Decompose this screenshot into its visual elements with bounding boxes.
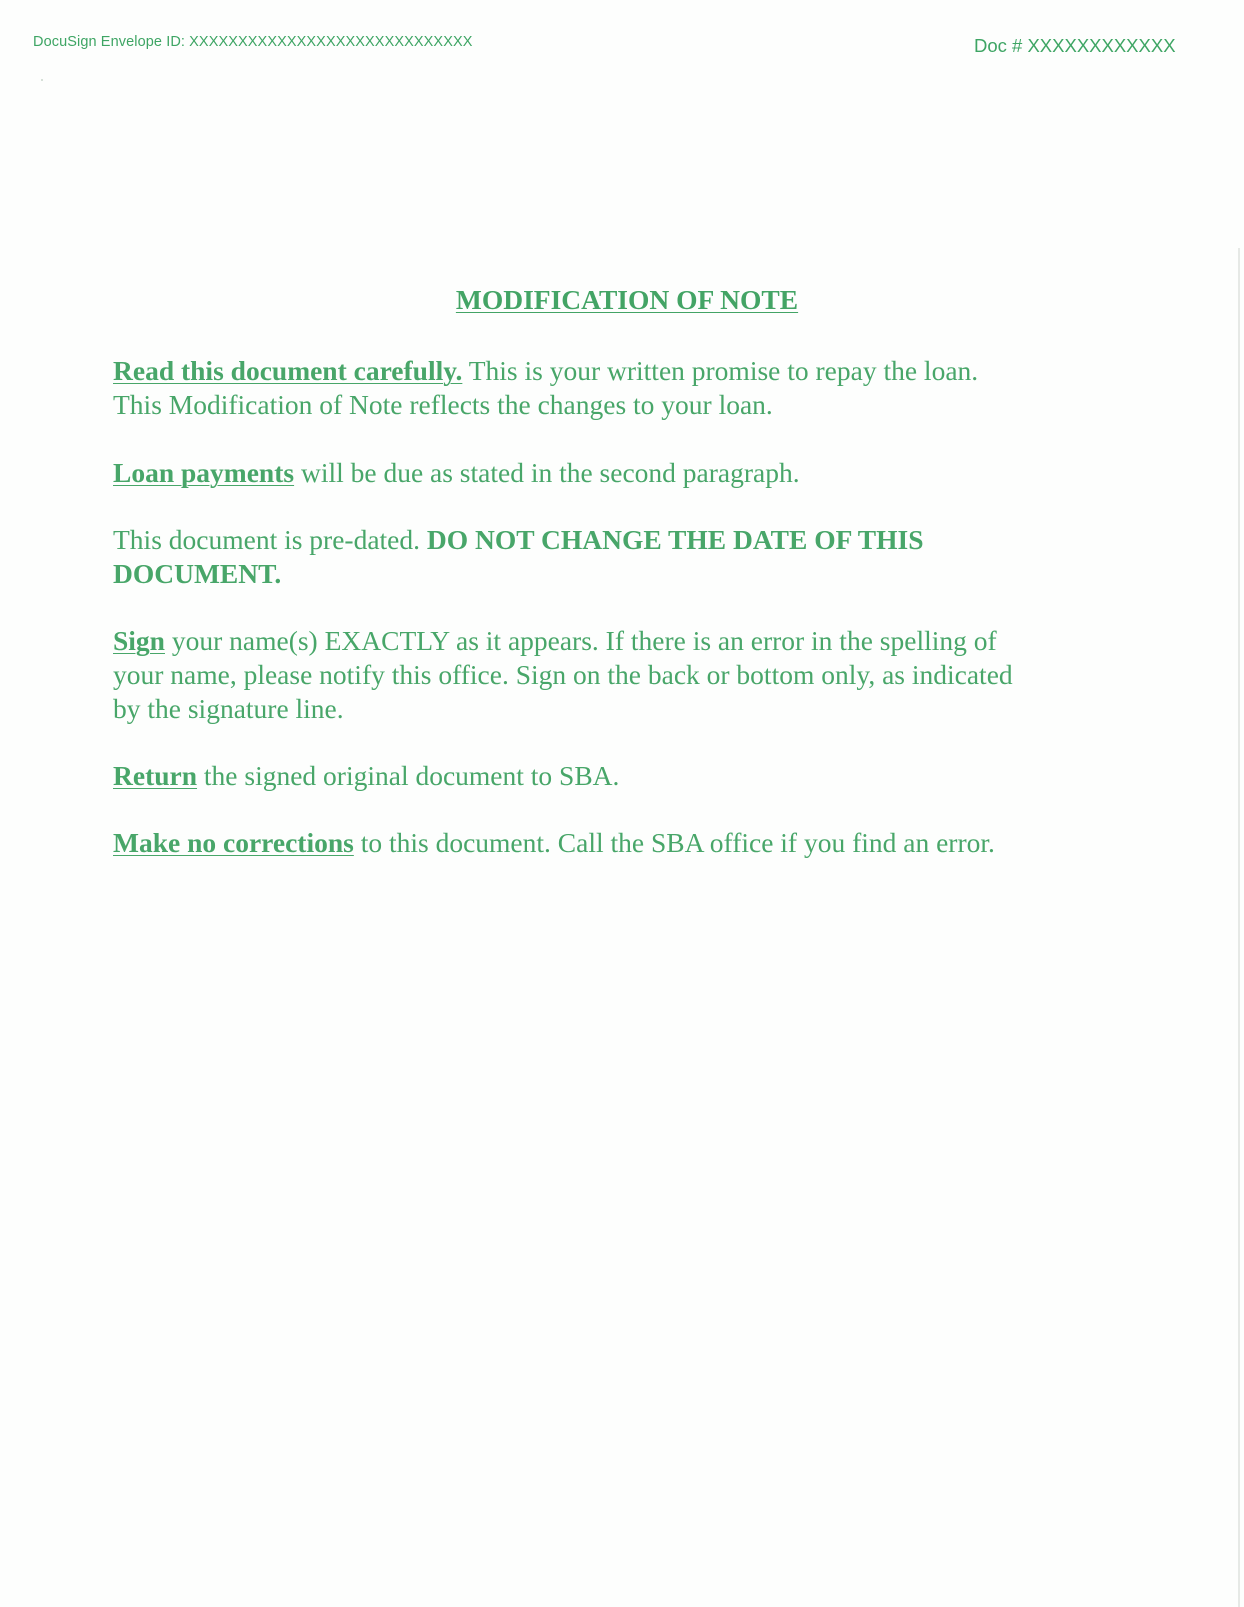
- scan-speck: [41, 79, 43, 81]
- paragraph-sign: [113, 624, 1143, 726]
- paragraph-text: This Modification of Note reflects the changes to your loan.: [113, 389, 773, 420]
- paragraph-text: the signed original document to SBA.: [197, 760, 620, 791]
- paragraph-lead: Return: [113, 760, 198, 791]
- paragraph-emphasis: DO NOT CHANGE THE DATE OF THIS: [426, 524, 924, 555]
- paragraph-text: to this document. Call the SBA office if you find an error.: [353, 827, 995, 858]
- paragraph-text: your name(s) EXACTLY as it appears. If there is an error in the spelling of: [164, 625, 997, 656]
- paragraph-loan-payments: [113, 456, 1143, 490]
- paragraph-lead: Loan payments: [113, 457, 295, 488]
- paragraph-make-no-corrections: [113, 826, 1143, 860]
- envelope-id-header: DocuSign Envelope ID: XXXXXXXXXXXXXXXXXXXXXXXXXXXXX: [33, 34, 473, 50]
- page-edge-line: [1238, 248, 1240, 1607]
- paragraph-lead: Make no corrections: [113, 827, 354, 858]
- paragraph-text: This is your written promise to repay the loan.: [462, 355, 979, 386]
- paragraph-pre-dated: [113, 523, 1143, 591]
- document-title: MODIFICATION OF NOTE: [455, 284, 799, 315]
- doc-number-header: Doc # XXXXXXXXXXXX: [974, 35, 1176, 56]
- paragraph-return: [113, 759, 1143, 793]
- paragraph-read-carefully: [113, 354, 1143, 422]
- paragraph-text: by the signature line.: [113, 693, 344, 724]
- paragraph-text: will be due as stated in the second paragraph.: [294, 457, 800, 488]
- paragraph-lead: Sign: [113, 625, 165, 656]
- paragraph-text: This document is pre-dated.: [113, 524, 427, 555]
- paragraph-emphasis: DOCUMENT.: [113, 558, 282, 589]
- paragraph-text: your name, please notify this office. Sign on the back or bottom only, as indicated: [113, 659, 1013, 690]
- paragraph-lead: Read this document carefully.: [113, 355, 463, 386]
